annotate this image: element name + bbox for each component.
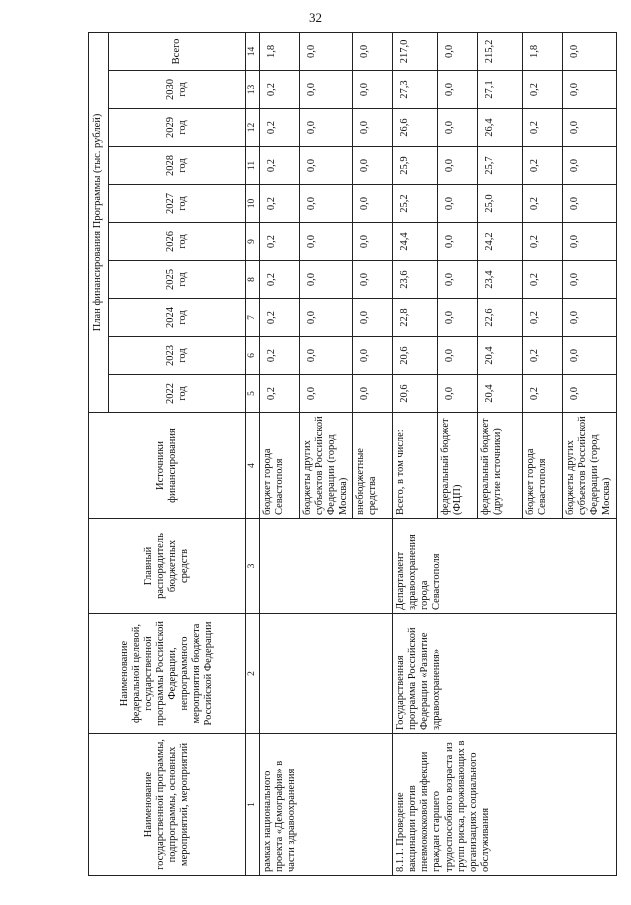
year-value-cell: 0,2 bbox=[260, 147, 300, 185]
year-value-cell: 25,2 bbox=[393, 185, 438, 223]
financing-table bbox=[88, 32, 617, 876]
year-value-cell: 23,4 bbox=[478, 261, 523, 299]
year-value-cell: 0,0 bbox=[353, 375, 393, 413]
year-value-cell: 0,0 bbox=[438, 261, 478, 299]
year-value-cell: 0,2 bbox=[523, 261, 563, 299]
funding-source-cell: федеральный бюджет (другие источники) bbox=[478, 413, 523, 519]
funding-source-cell: бюджет города Севастополя bbox=[260, 413, 300, 519]
column-number: 2 bbox=[246, 614, 260, 734]
year-value-cell: 24,2 bbox=[478, 223, 523, 261]
funding-source-cell: Всего, в том числе: bbox=[393, 413, 438, 519]
table-row bbox=[260, 32, 300, 875]
year-value-cell: 0,0 bbox=[300, 71, 353, 109]
year-value-cell: 0,0 bbox=[300, 223, 353, 261]
year-value-cell: 0,0 bbox=[300, 185, 353, 223]
total-value-cell: 0,0 bbox=[353, 32, 393, 70]
year-value-cell: 0,0 bbox=[300, 261, 353, 299]
year-value-cell: 0,2 bbox=[260, 71, 300, 109]
year-value-cell: 0,0 bbox=[353, 223, 393, 261]
year-header: 2025 год bbox=[109, 261, 246, 299]
year-header: 2026 год bbox=[109, 223, 246, 261]
year-value-cell: 0,2 bbox=[523, 223, 563, 261]
year-value-cell: 0,0 bbox=[353, 71, 393, 109]
year-value-cell: 0,2 bbox=[523, 299, 563, 337]
column-number: 14 bbox=[246, 32, 260, 70]
year-header: 2028 год bbox=[109, 147, 246, 185]
year-value-cell: 0,0 bbox=[563, 71, 617, 109]
column-number: 1 bbox=[246, 734, 260, 876]
funding-source-cell: бюджеты других субъектов Российской Федерации (город Москва) bbox=[300, 413, 353, 519]
year-value-cell: 0,0 bbox=[353, 147, 393, 185]
header-program-name: Наименование государственной программы, подпрограммы, основных мероприятий, мероприятий bbox=[89, 734, 246, 876]
funding-source-cell: бюджеты других субъектов Российской Федерации (город Москва) bbox=[563, 413, 617, 519]
total-value-cell: 0,0 bbox=[300, 32, 353, 70]
total-value-cell: 0,0 bbox=[438, 32, 478, 70]
budget-manager-cell: Департамент здравоохранения города Севастополя bbox=[393, 519, 617, 614]
funding-source-cell: внебюджетные средства bbox=[353, 413, 393, 519]
year-value-cell: 0,2 bbox=[260, 375, 300, 413]
year-value-cell: 22,6 bbox=[478, 299, 523, 337]
year-value-cell: 0,0 bbox=[438, 337, 478, 375]
column-number: 3 bbox=[246, 519, 260, 614]
header-federal-program: Наименование федеральной целевой, государственной программы Российской Федерации, непрограммного мероприятия бюджета Российской Федерации bbox=[89, 614, 246, 734]
column-number: 13 bbox=[246, 71, 260, 109]
year-value-cell: 0,2 bbox=[260, 337, 300, 375]
year-value-cell: 0,0 bbox=[438, 71, 478, 109]
column-number: 7 bbox=[246, 299, 260, 337]
year-value-cell: 0,2 bbox=[523, 375, 563, 413]
year-value-cell: 0,0 bbox=[353, 337, 393, 375]
year-value-cell: 20,6 bbox=[393, 375, 438, 413]
year-value-cell: 20,6 bbox=[393, 337, 438, 375]
year-header: 2030 год bbox=[109, 71, 246, 109]
year-value-cell: 0,0 bbox=[438, 299, 478, 337]
total-value-cell: 215,2 bbox=[478, 32, 523, 70]
year-value-cell: 25,0 bbox=[478, 185, 523, 223]
column-number: 12 bbox=[246, 109, 260, 147]
federal-program-cell bbox=[260, 614, 393, 734]
year-value-cell: 0,0 bbox=[300, 375, 353, 413]
page-number: 32 bbox=[309, 10, 322, 25]
table-frame bbox=[88, 33, 613, 876]
year-value-cell: 0,0 bbox=[563, 261, 617, 299]
year-value-cell: 20,4 bbox=[478, 337, 523, 375]
year-value-cell: 26,6 bbox=[393, 109, 438, 147]
year-header: 2027 год bbox=[109, 185, 246, 223]
year-value-cell: 0,2 bbox=[523, 337, 563, 375]
year-header: 2024 год bbox=[109, 299, 246, 337]
year-value-cell: 0,0 bbox=[563, 185, 617, 223]
year-value-cell: 0,0 bbox=[438, 147, 478, 185]
year-header: 2023 год bbox=[109, 337, 246, 375]
header-financing-plan: План финансирования Программы (тыс. рублей) bbox=[89, 32, 109, 412]
federal-program-cell: Государственная программа Российской Федерации «Развитие здравоохранения» bbox=[393, 614, 617, 734]
year-value-cell: 24,4 bbox=[393, 223, 438, 261]
year-value-cell: 27,3 bbox=[393, 71, 438, 109]
total-value-cell: 217,0 bbox=[393, 32, 438, 70]
year-value-cell: 0,0 bbox=[353, 109, 393, 147]
column-number: 6 bbox=[246, 337, 260, 375]
funding-source-cell: федеральный бюджет (ФЦП) bbox=[438, 413, 478, 519]
year-value-cell: 0,0 bbox=[438, 109, 478, 147]
year-value-cell: 0,0 bbox=[353, 261, 393, 299]
year-value-cell: 0,0 bbox=[563, 147, 617, 185]
total-value-cell: 1,8 bbox=[260, 32, 300, 70]
column-number: 5 bbox=[246, 375, 260, 413]
year-value-cell: 0,2 bbox=[260, 185, 300, 223]
year-value-cell: 0,2 bbox=[523, 185, 563, 223]
year-value-cell: 0,2 bbox=[260, 223, 300, 261]
year-value-cell: 0,0 bbox=[438, 185, 478, 223]
total-header: Всего bbox=[109, 32, 246, 70]
year-value-cell: 0,2 bbox=[523, 71, 563, 109]
year-value-cell: 22,8 bbox=[393, 299, 438, 337]
year-value-cell: 0,0 bbox=[300, 109, 353, 147]
total-value-cell: 1,8 bbox=[523, 32, 563, 70]
total-value-cell: 0,0 bbox=[563, 32, 617, 70]
year-value-cell: 25,9 bbox=[393, 147, 438, 185]
column-number: 10 bbox=[246, 185, 260, 223]
table-row bbox=[393, 32, 438, 875]
year-header: 2029 год bbox=[109, 109, 246, 147]
year-value-cell: 0,2 bbox=[260, 261, 300, 299]
column-number: 8 bbox=[246, 261, 260, 299]
year-value-cell: 0,0 bbox=[563, 375, 617, 413]
year-value-cell: 27,1 bbox=[478, 71, 523, 109]
year-value-cell: 0,0 bbox=[563, 109, 617, 147]
year-value-cell: 0,2 bbox=[260, 299, 300, 337]
year-value-cell: 0,0 bbox=[563, 337, 617, 375]
year-value-cell: 23,6 bbox=[393, 261, 438, 299]
year-value-cell: 0,0 bbox=[563, 223, 617, 261]
budget-manager-cell bbox=[260, 519, 393, 614]
column-number: 11 bbox=[246, 147, 260, 185]
year-value-cell: 0,2 bbox=[523, 147, 563, 185]
column-number: 9 bbox=[246, 223, 260, 261]
year-value-cell: 0,0 bbox=[353, 299, 393, 337]
header-budget-manager: Главный распорядитель бюджетных средств bbox=[89, 519, 246, 614]
year-value-cell: 0,0 bbox=[300, 337, 353, 375]
column-number: 4 bbox=[246, 413, 260, 519]
year-value-cell: 0,0 bbox=[438, 223, 478, 261]
header-funding-sources: Источники финансирования bbox=[89, 413, 246, 519]
year-value-cell: 0,0 bbox=[300, 147, 353, 185]
year-value-cell: 26,4 bbox=[478, 109, 523, 147]
year-value-cell: 0,2 bbox=[523, 109, 563, 147]
program-name-cell: рамках национального проекта «Демография» в части здравоохранения bbox=[260, 734, 393, 876]
table-body bbox=[260, 32, 617, 875]
year-header: 2022 год bbox=[109, 375, 246, 413]
year-value-cell: 25,7 bbox=[478, 147, 523, 185]
year-value-cell: 0,0 bbox=[300, 299, 353, 337]
year-value-cell: 0,0 bbox=[563, 299, 617, 337]
year-value-cell: 0,2 bbox=[260, 109, 300, 147]
program-name-cell: 8.1.1. Проведение вакцинации против пневмококковой инфекции граждан старшего трудоспособного возраста из групп риска, проживающих в организациях социального обслуживания bbox=[393, 734, 617, 876]
funding-source-cell: бюджет города Севастополя bbox=[523, 413, 563, 519]
year-value-cell: 20,4 bbox=[478, 375, 523, 413]
year-value-cell: 0,0 bbox=[438, 375, 478, 413]
year-value-cell: 0,0 bbox=[353, 185, 393, 223]
